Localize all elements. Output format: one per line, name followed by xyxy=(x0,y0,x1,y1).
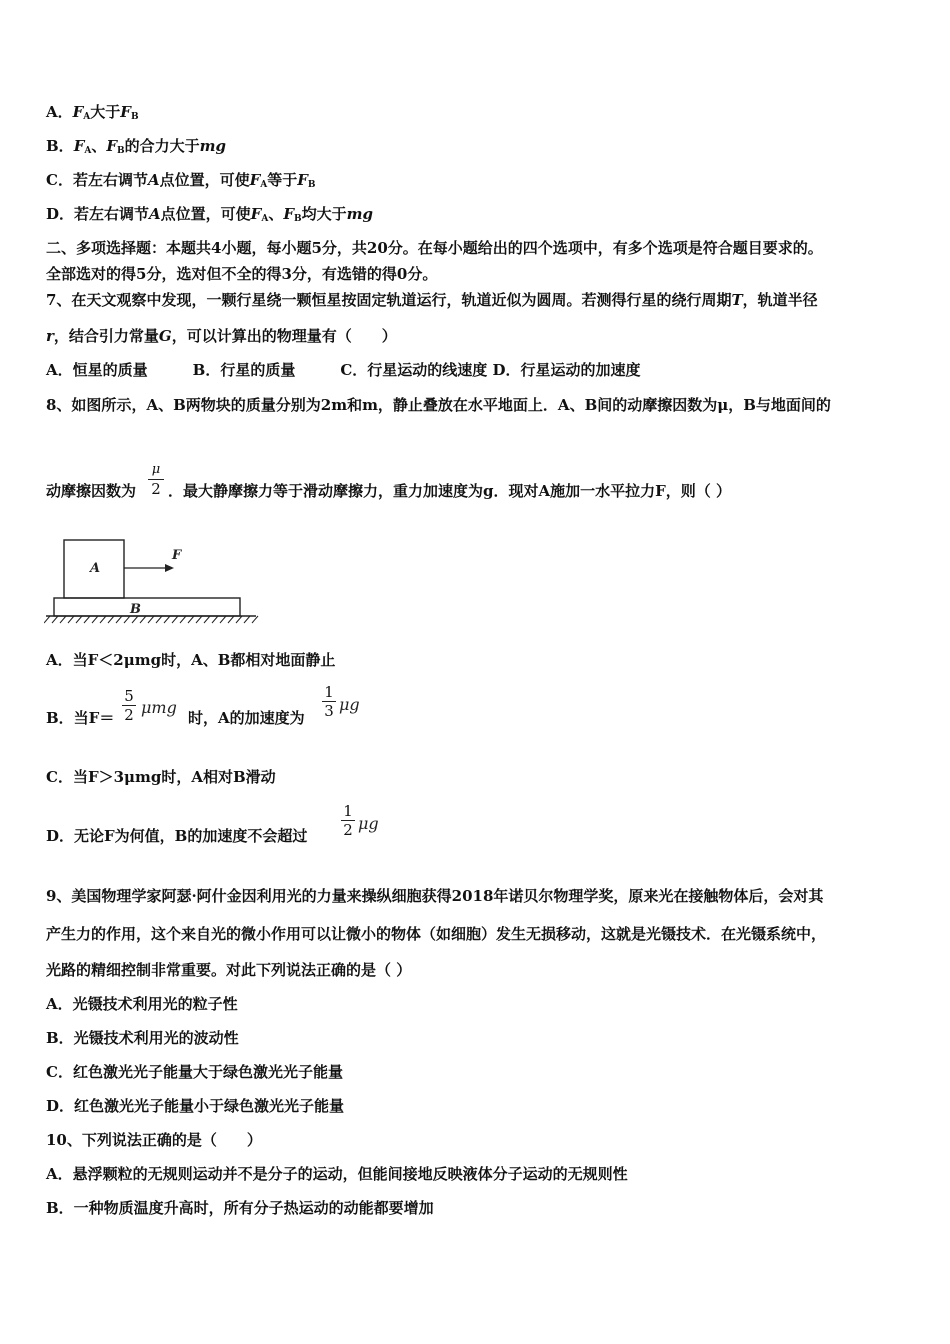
block-b-label: B xyxy=(130,602,141,617)
q8-option-b-mug: μg xyxy=(339,695,360,714)
q9-stem-line1: 9、美国物理学家阿瑟·阿什金因利用光的力量来操纵细胞获得2018年诺贝尔物理学奖，原来光在接触物体后，会对其 xyxy=(46,887,824,905)
q9-option-a: A．光镊技术利用光的粒子性 xyxy=(46,995,238,1013)
q10-stem: 10、下列说法正确的是（ ） xyxy=(46,1131,262,1149)
q9-stem-line3: 光路的精细控制非常重要。对此下列说法正确的是（ ） xyxy=(46,961,412,979)
q6-option-b: B．$F_A$、$F_B$的合力大于mg xyxy=(46,137,226,156)
q7-options: A．恒星的质量 B．行星的质量 C．行星运动的线速度 D．行星运动的加速度 xyxy=(46,361,641,379)
q8-option-b-mid: 时，A的加速度为 xyxy=(188,709,305,727)
q8-option-b-fraction1: 5 2 xyxy=(122,688,136,723)
q6-option-d: D．若左右调节A点位置，可使$F_A$、$F_B$均大于mg xyxy=(46,205,373,224)
q8-option-d-prefix: D．无论F为何值，B的加速度不会超过 xyxy=(46,827,308,845)
q7-stem-line1: 7、在天文观察中发现，一颗行星绕一颗恒星按固定轨道运行，轨道近似为圆周。若测得行星的绕行周期T，轨道半径 xyxy=(46,291,818,309)
q7-stem-line2: r，结合引力常量G，可以计算出的物理量有（ ） xyxy=(46,327,397,345)
q6-option-a: A．$F_A$大于$F_B$ xyxy=(46,103,139,122)
block-a-label: A xyxy=(90,561,101,576)
q8-stem-line2-b: ．最大静摩擦力等于滑动摩擦力，重力加速度为g．现对A施加一水平拉力F，则（ ） xyxy=(168,482,732,500)
q8-stem-line2-a: 动摩擦因数为 xyxy=(46,482,137,500)
q8-option-a: A．当F＜2μmg时，A、B都相对地面静止 xyxy=(46,651,336,669)
section2-heading-line1: 二、多项选择题：本题共4小题，每小题5分，共20分。在每小题给出的四个选项中，有多个选项是符合题目要求的。 xyxy=(46,239,823,257)
q8-option-b-mumg: μmg xyxy=(141,698,177,717)
q8-option-d-mug: μg xyxy=(358,814,379,833)
q9-option-d: D．红色激光光子能量小于绿色激光光子能量 xyxy=(46,1097,345,1115)
force-label: F xyxy=(172,548,182,563)
q8-block-diagram xyxy=(44,535,264,630)
q10-option-a: A．悬浮颗粒的无规则运动并不是分子的运动，但能间接地反映液体分子运动的无规则性 xyxy=(46,1165,628,1183)
block-b xyxy=(54,598,240,616)
force-arrowhead xyxy=(165,564,174,572)
q8-option-c: C．当F＞3μmg时，A相对B滑动 xyxy=(46,768,276,786)
q6-option-c: C．若左右调节A点位置，可使$F_A$等于$F_B$ xyxy=(46,171,316,190)
q8-option-d-fraction: 1 2 xyxy=(341,803,355,838)
ground-hatching xyxy=(44,616,258,623)
q9-stem-line2: 产生力的作用，这个来自光的微小作用可以让微小的物体（如细胞）发生无损移动，这就是光镊技术．在光镊系统中， xyxy=(46,925,827,943)
q8-option-b-prefix: B．当F＝ xyxy=(46,709,115,727)
q10-option-b: B．一种物质温度升高时，所有分子热运动的动能都要增加 xyxy=(46,1199,434,1217)
q9-option-c: C．红色激光光子能量大于绿色激光光子能量 xyxy=(46,1063,343,1081)
q9-option-b: B．光镊技术利用光的波动性 xyxy=(46,1029,239,1047)
q8-stem-line1: 8、如图所示，A、B两物块的质量分别为2m和m，静止叠放在水平地面上．A、B间的动摩擦因数为μ，B与地面间的 xyxy=(46,396,831,414)
q8-friction-fraction: μ 2 xyxy=(148,462,164,497)
section2-heading-line2: 全部选对的得5分，选对但不全的得3分，有选错的得0分。 xyxy=(46,265,438,283)
q8-option-b-fraction2: 1 3 xyxy=(322,684,336,719)
